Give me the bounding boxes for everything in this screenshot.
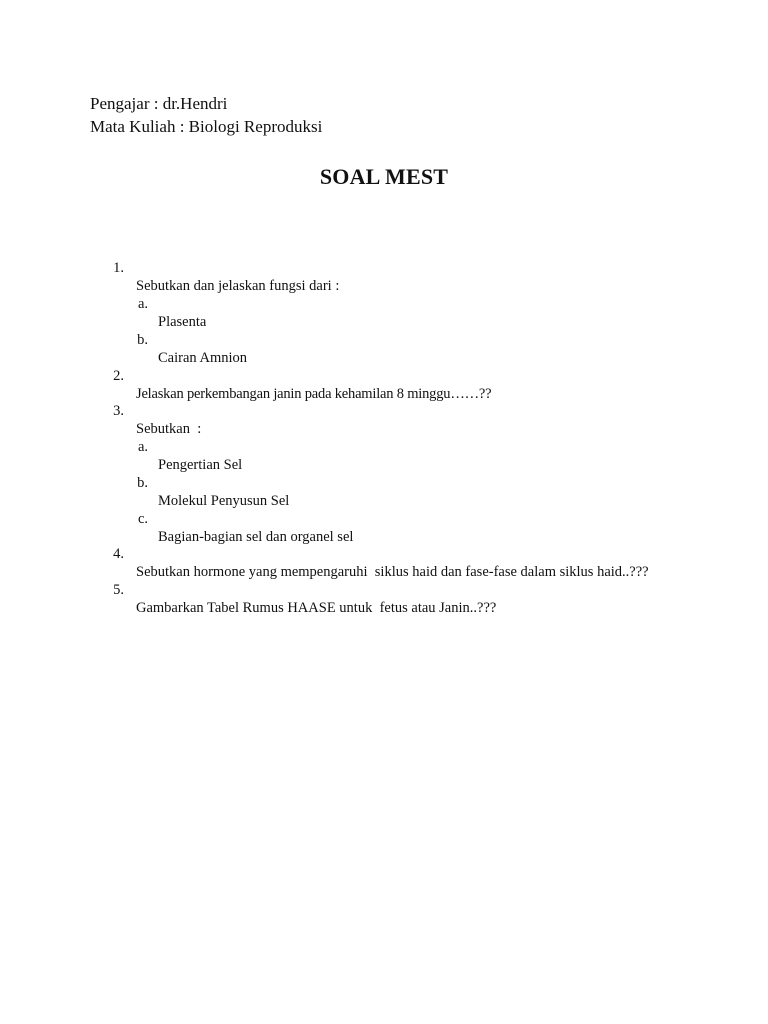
question-number: 3. [113, 403, 124, 419]
sub-item-letter: b. [137, 475, 148, 491]
sub-item-letter: a. [137, 296, 148, 312]
question-text: Sebutkan : [136, 421, 202, 437]
sub-item-text: Bagian-bagian sel dan organel sel [158, 529, 354, 545]
lecturer-line: Pengajar : dr.Hendri [90, 94, 228, 113]
question-number: 5. [113, 582, 124, 598]
sub-item-text: Cairan Amnion [158, 350, 248, 366]
sub-item-text: Plasenta [158, 314, 207, 330]
sub-item-letter: a. [137, 439, 148, 455]
sub-item-text: Molekul Penyusun Sel [158, 493, 290, 509]
question-text: Gambarkan Tabel Rumus HAASE untuk fetus atau Janin..??? [136, 600, 497, 616]
sub-item-letter: b. [137, 332, 148, 348]
sub-item-text: Pengertian Sel [158, 457, 243, 473]
question-number: 2. [113, 368, 124, 384]
question-text: Sebutkan hormone yang mempengaruhi siklus haid dan fase-fase dalam siklus haid..??? [136, 564, 649, 580]
question-number: 1. [113, 260, 124, 276]
document-title: SOAL MEST [319, 164, 449, 189]
course-line: Mata Kuliah : Biologi Reproduksi [90, 117, 323, 136]
sub-item-letter: c. [137, 511, 148, 527]
question-text: Sebutkan dan jelaskan fungsi dari : [136, 278, 340, 294]
question-number: 4. [113, 546, 124, 562]
question-text: Jelaskan perkembangan janin pada kehamilan 8 minggu……?? [136, 386, 492, 402]
